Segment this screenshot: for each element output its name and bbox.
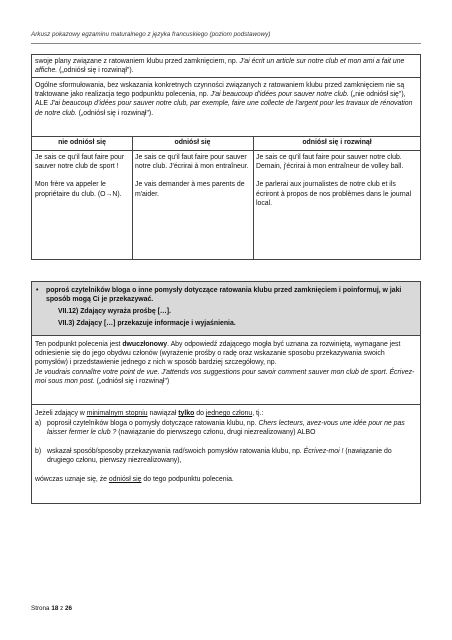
requirement-item: VII.3) Zdający […] przekazuje informacje i wyjaśnienia. (58, 320, 236, 327)
page-number: Strona 18 z 26 (31, 605, 72, 612)
paragraph-3: Ten podpunkt polecenia jest dwuczłonowy. Aby odpowiedź zdającego mogła być uznana za rozwiniętą, wymagane jest odniesienie się do jego obydwu członów (wyrażenie prośby o radę oraz wskazanie sposobu przekazywania swoich pomysłów) i przedstawienie jednego z nich w sposób bardziej szczegółowy, np. Je voudrais connaître votre point de vue. J'attends vos suggestions pour savoir comment sauver mon club de sport. Écrivez-moi sous mon post. („odniósł się i rozwinął") (35, 341, 415, 385)
requirement-item: VII.12) Zdający wyraża prośbę […]. (58, 308, 171, 315)
table-header-row (32, 136, 420, 151)
criteria-box-2 (31, 281, 421, 504)
divider (32, 404, 420, 405)
table-header-cell: odniósł się i rozwinął (302, 139, 372, 146)
table-cell: Je sais ce qu'il faut faire pour sauver notre club. Demain, j'écrirai à mon entraîneur de volley ball. (256, 154, 404, 171)
table-cell: Je sais ce qu'il faut faire pour sauver notre club. J'écrirai à mon entraîneur. (135, 154, 249, 171)
page-header: Arkusz pokazowy egzaminu maturalnego z języka francuskiego (poziom podstawowy) (31, 31, 271, 38)
task-instruction: poproś czytelników bloga o inne pomysły dotyczące ratowania klubu przed zamknięciem i poinformuj, w jaki sposób mogą Ci je przekazywać. (46, 287, 402, 304)
paragraph-1: swoje plany związane z ratowaniem klubu przed zamknięciem, np. J'ai écrit un article sur notre club et mon ami a fait une affiche. („odniósł się i rozwinął"). (35, 58, 405, 75)
table-cell: Je parlerai aux journalistes de notre club et ils écriront à propos de nos problèmes dans le journal local. (256, 181, 412, 207)
table-cell: Je sais ce qu'il faut faire pour sauver notre club de sport ! (35, 154, 125, 171)
paragraph-2: Ogólne sformułowania, bez wskazania konkretnych czynności związanych z ratowaniem klubu przed zamknięciem nie są traktowane jako realizacja tego podpunktu polecenia, np. J'ai beaucoup d'idées pour sauver notre club. („nie odniósł się"), ALE J'ai beaucoup d'idées pour sauver notre club, par exemple, faire une collecte de l'argent pour les travaux de rénovation de notre club. („odniósł się i rozwinął"). (35, 82, 413, 117)
list-label: a) (35, 420, 42, 427)
bullet-icon: • (36, 287, 39, 294)
list-item-b: b) wskazał sposób/sposoby przekazywania rad/swoich pomysłów ratowania klubu, np. Écrivez-moi ! (nawiązanie do drugiego członu, pierwszy niezrealizowany), (35, 448, 392, 465)
list-item-a: a) poprosił czytelników bloga o pomysły dotyczące ratowania klubu, np. Chers lecteurs, avez-vous une idée pour ne pas laisser fermer le club ? (nawiązanie do pierwszego członu, drugi niezrealizowany) ALBO (35, 420, 405, 437)
table-header-cell: nie odniósł się (58, 139, 106, 146)
table-column-addressed (135, 153, 250, 208)
table-column-not-addressed (35, 153, 129, 208)
table-column-developed (256, 153, 418, 217)
table-column-divider (132, 136, 133, 259)
divider (32, 77, 420, 78)
paragraph-5: wówczas uznaje się, że odniósł się do tego podpunktu polecenia. (35, 476, 234, 483)
paragraph-4: Jeżeli zdający w minimalnym stopniu nawiązał tylko do jednego członu, tj.: (35, 410, 264, 417)
table-cell: Je vais demander à mes parents de m'aider. (135, 181, 245, 198)
list-label: b) (35, 448, 42, 455)
header-divider (31, 43, 421, 44)
table-cell: Mon frère va appeler le propriétaire du club. (O→N). (35, 181, 122, 198)
table-header-cell: odniósł się (174, 139, 211, 146)
task-instruction-panel (32, 282, 420, 336)
criteria-box-1 (31, 54, 421, 260)
table-column-divider (253, 136, 254, 259)
